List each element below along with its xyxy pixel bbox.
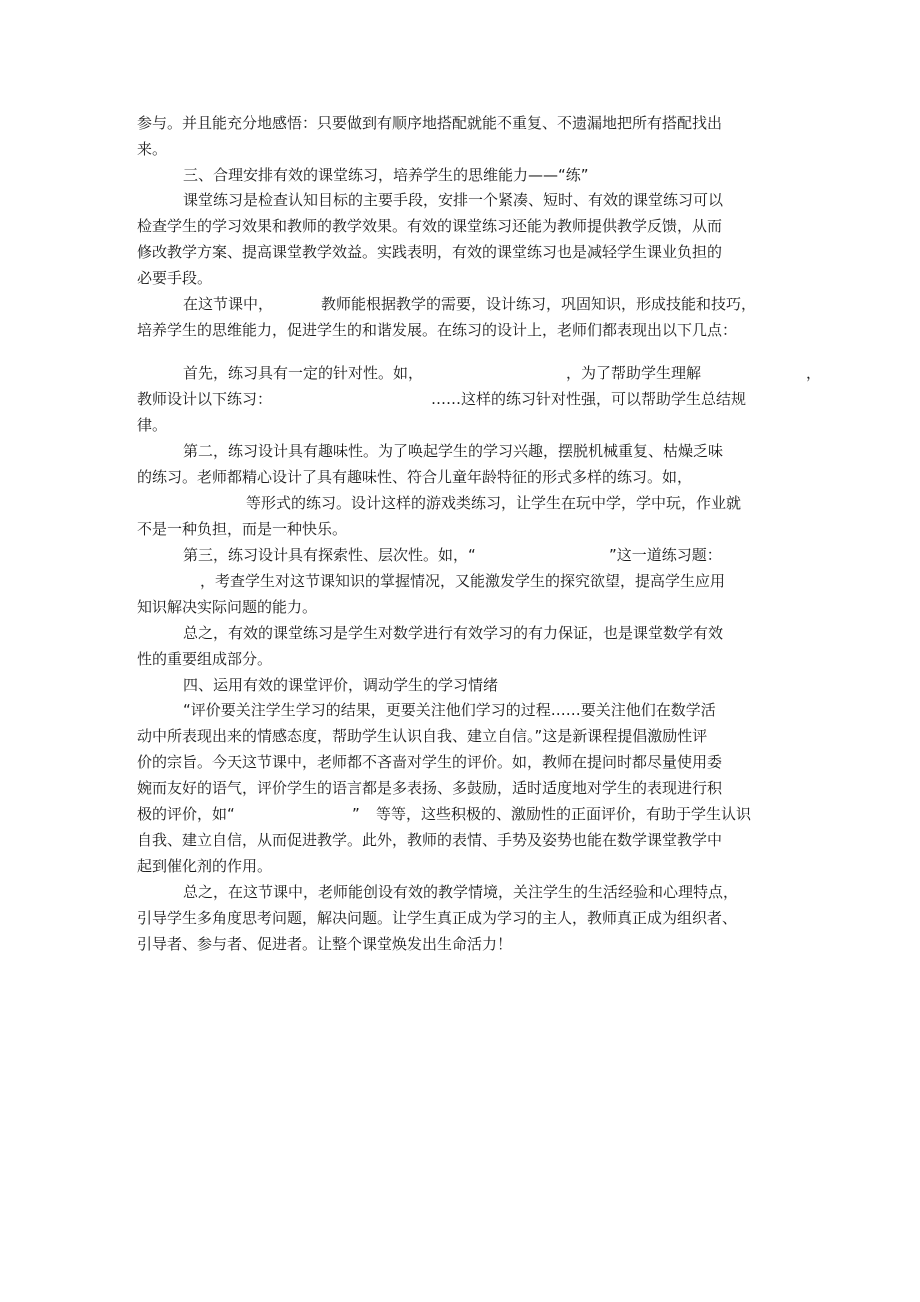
text-line: 第三，练习设计具有探索性、层次性。如，“: [183, 546, 476, 564]
text-line: 总之，在这节课中，老师能创设有效的教学情境，关注学生的生活经验和心理特点，: [183, 883, 739, 901]
text-line: 引导者、参与者、促进者。让整个课堂焕发出生命活力！: [137, 935, 513, 953]
text-line: 婉而友好的语气，评价学生的语言都是多表扬、多鼓励，适时适度地对学生的表现进行积: [137, 779, 723, 797]
text-line: 在这节课中，: [183, 295, 274, 313]
text-line: 极的评价，如“: [137, 805, 235, 823]
text-line: 必要手段。: [137, 269, 213, 287]
text-line: 总之，有效的课堂练习是学生对数学进行有效学习的有力保证，也是课堂数学有效: [183, 624, 724, 642]
text-line: ”: [352, 805, 360, 823]
text-line: 来。: [137, 140, 168, 158]
text-line: ，为了帮助学生理解: [566, 364, 702, 382]
text-line: 教师设计以下练习：: [137, 390, 273, 408]
text-line: 等形式的练习。设计这样的游戏类练习，让学生在玩中学，学中玩，作业就: [246, 494, 742, 512]
text-line: 参与。并且能充分地感悟：只要做到有顺序地搭配就能不重复、不遗漏地把所有搭配找出: [137, 114, 723, 132]
text-line: 的练习。老师都精心设计了具有趣味性、符合儿童年龄特征的形式多样的练习。如，: [137, 468, 693, 486]
text-line: 等等，这些积极的、激励性的正面评价，有助于学生认识: [376, 805, 752, 823]
text-line: 不是一种负担，而是一种快乐。: [137, 520, 348, 538]
text-line: 动中所表现出来的情感态度，帮助学生认识自我、建立自信。”这是新课程提倡激励性评: [137, 727, 708, 745]
section-heading: 四、运用有效的课堂评价，调动学生的学习情绪: [183, 676, 499, 694]
text-line: 教师能根据教学的需要，设计练习，巩固知识，形成技能和技巧，: [321, 295, 757, 313]
section-heading: 三、合理安排有效的课堂练习，培养学生的思维能力——“练”: [183, 166, 589, 184]
text-line: ，考查学生对这节课知识的掌握情况，又能激发学生的探究欲望，提高学生应用: [200, 572, 726, 590]
text-line: 自我、建立自信，从而促进教学。此外，教师的表情、手势及姿势也能在数学课堂教学中: [137, 831, 723, 849]
text-line: 性的重要组成部分。: [137, 650, 273, 668]
text-line: 首先，练习具有一定的针对性。如，: [183, 364, 424, 382]
text-line: 检查学生的学习效果和教师的教学效果。有效的课堂练习还能为教师提供教学反馈，从而: [137, 217, 723, 235]
text-line: 引导学生多角度思考问题，解决问题。让学生真正成为学习的主人，教师真正成为组织者、: [137, 909, 738, 927]
text-line: 起到催化剂的作用。: [137, 857, 273, 875]
text-line: 课堂练习是检查认知目标的主要手段，安排一个紧凑、短时、有效的课堂练习可以: [183, 191, 724, 209]
text-line: 价的宗旨。今天这节课中，老师都不吝啬对学生的评价。如，教师在提问时都尽量使用委: [137, 753, 723, 771]
text-line: 修改教学方案、提高课堂教学效益。实践表明，有效的课堂练习也是减轻学生课业负担的: [137, 243, 723, 261]
text-line: 知识解决实际问题的能力。: [137, 598, 318, 616]
text-line: 律。: [137, 416, 168, 434]
text-line: ，: [806, 364, 822, 382]
text-line: 培养学生的思维能力，促进学生的和谐发展。在练习的设计上，老师们都表现出以下几点：: [137, 321, 738, 339]
text-line: ……这样的练习针对性强，可以帮助学生总结规: [431, 390, 747, 408]
text-line: ”这一道练习题：: [609, 546, 722, 564]
text-line: “评价要关注学生学习的结果，更要关注他们学习的过程……要关注他们在数学活: [183, 701, 716, 719]
text-line: 第二，练习设计具有趣味性。为了唤起学生的学习兴趣，摆脱机械重复、枯燥乏味: [183, 442, 724, 460]
